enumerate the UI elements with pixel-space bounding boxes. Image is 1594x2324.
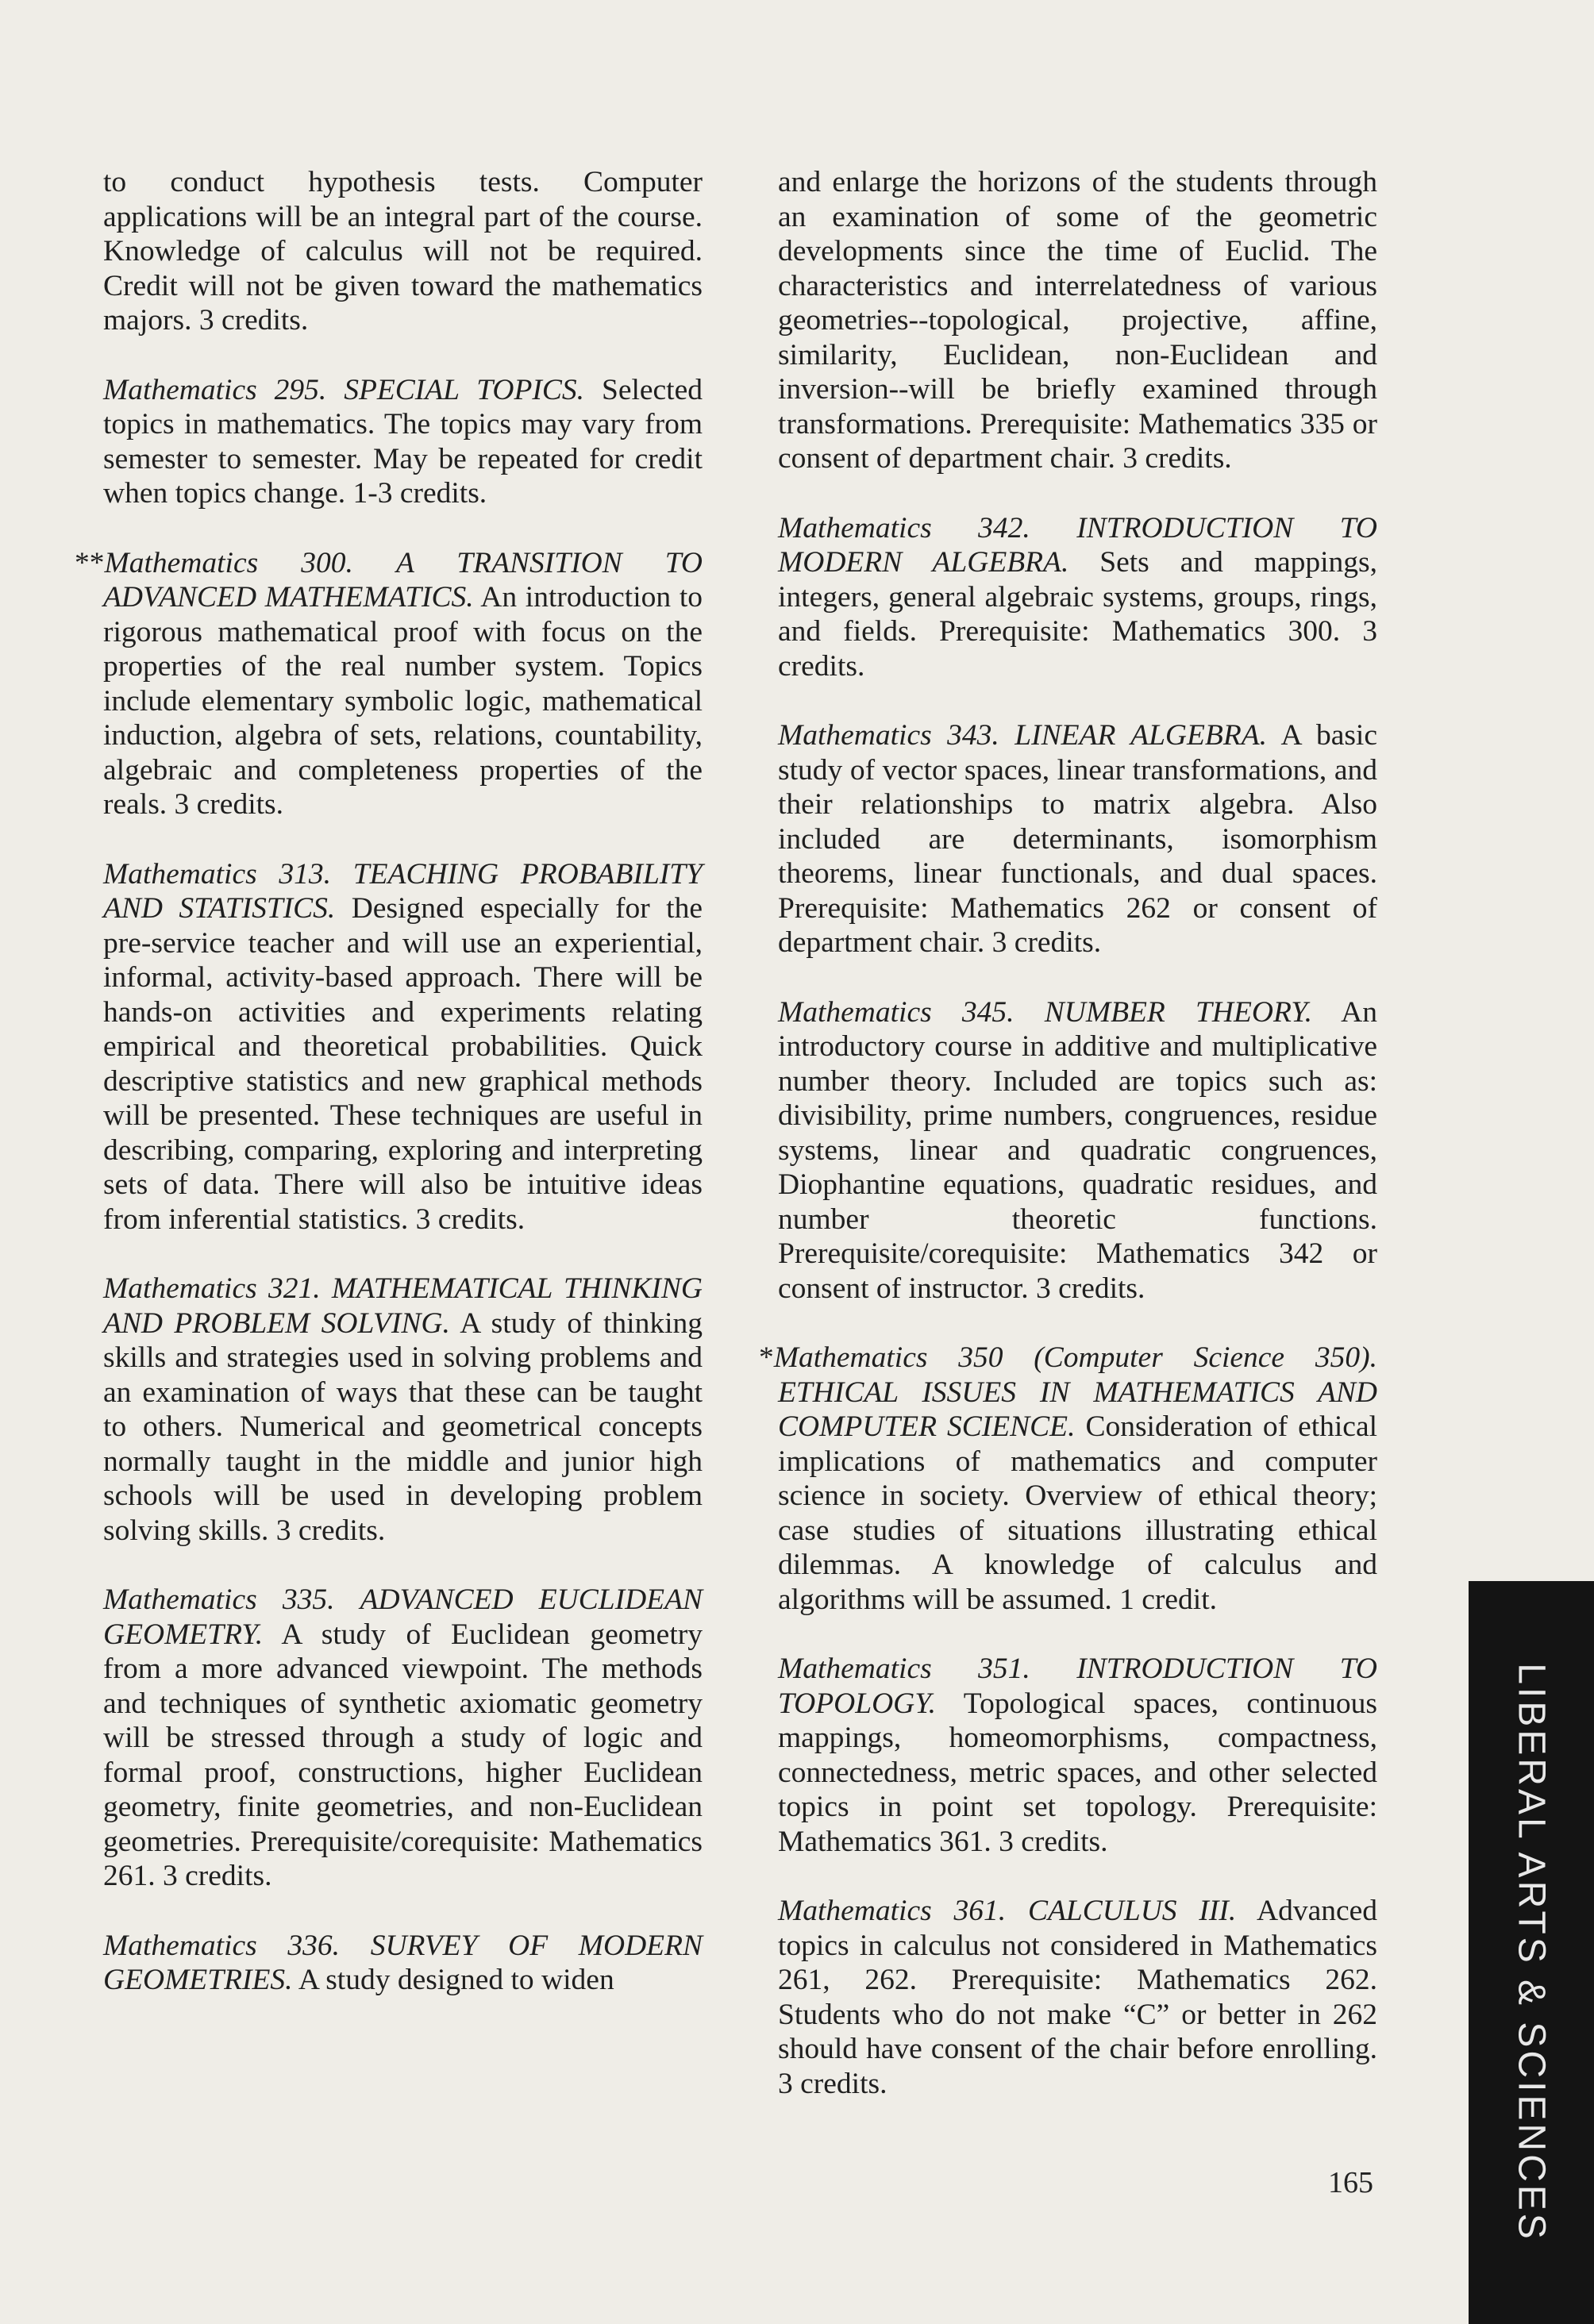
- right-column: [759, 165, 1378, 2136]
- course-title: SPECIAL TOPICS.: [344, 373, 585, 406]
- course-entry: [75, 546, 703, 822]
- course-title: ETHICAL ISSUES IN MATHEMATICS AND COMPUTER SCIENCE.: [778, 1376, 1377, 1443]
- course-mark: *: [759, 1341, 774, 1374]
- course-number: Mathematics 342.: [778, 511, 1030, 544]
- course-description: Topological spaces, continuous mappings, homeomorphisms, compactness, connectedness, metric spaces, and other selected topics in point set topology. Prerequisite: Mathematics 361. 3 credits.: [778, 1687, 1378, 1858]
- section-tab-label: LIBERAL ARTS & SCIENCES: [1510, 1663, 1553, 2242]
- course-description: Advanced topics in calculus not considered in Mathematics 261, 262. Prerequisite: Mathematics 262. Students who do not make “C” or better in 262 should have consent of the chair before enrolling. 3 credits.: [778, 1895, 1377, 2100]
- course-title: INTRODUCTION TO MODERN ALGEBRA.: [778, 511, 1377, 579]
- course-description: Selected topics in mathematics. The topics may vary from semester to semester. May be repeated for credit when topics change. 1-3 credits.: [103, 373, 703, 510]
- course-title: SURVEY OF MODERN GEOMETRIES.: [103, 1929, 703, 1996]
- course-number: Mathematics 321.: [103, 1272, 321, 1305]
- section-tab: [1469, 1581, 1594, 2324]
- course-title: NUMBER THEORY.: [1044, 995, 1312, 1029]
- course-number: Mathematics 300.: [104, 546, 353, 579]
- course-entry: [778, 511, 1377, 684]
- course-description: An introductory course in additive and multiplicative number theory. Included are topics such as: divisibility, prime numbers, congruences, residue systems, linear and quadratic congruences, Diophantine equations, quadratic residues, and number theoretic functions. Prerequisite/corequisite: Mathematics 342 or consent of instructor. 3 credits.: [778, 995, 1377, 1305]
- course-description: A study designed to widen: [298, 1964, 614, 1996]
- course-number: Mathematics 295.: [103, 373, 327, 406]
- course-entry: [778, 1894, 1377, 2101]
- left-column: [75, 165, 703, 2033]
- course-entry: [103, 1929, 703, 1998]
- course-number: Mathematics 345.: [778, 995, 1015, 1029]
- course-number: Mathematics 313.: [103, 857, 332, 891]
- course-description: A basic study of vector spaces, linear transformations, and their relationships to matrix algebra. Also included are determinants, isomorphism theorems, linear functionals, and dual spaces. Prerequisite: Mathematics 262 or consent of department chair. 3 credits.: [778, 719, 1377, 959]
- course-title: TEACHING PROBABILITY AND STATISTICS.: [103, 857, 703, 925]
- course-number: Mathematics 335.: [103, 1583, 335, 1616]
- course-description: A study of Euclidean geometry from a more advanced viewpoint. The methods and techniques of synthetic axiomatic geometry will be stressed through a study of logic and formal proof, constructions, higher Euclidean geometry, finite geometries, and non-Euclidean geometries. Prerequisite/corequisite: Mathematics 261. 3 credits.: [103, 1618, 703, 1892]
- course-entry: [778, 1652, 1377, 1859]
- course-entry: [103, 1583, 703, 1894]
- course-entry: [103, 1272, 703, 1548]
- course-entry: [778, 995, 1377, 1306]
- course-title: CALCULUS III.: [1028, 1895, 1237, 1927]
- course-title: A TRANSITION TO ADVANCED MATHEMATICS.: [103, 546, 703, 614]
- course-description: An introduction to rigorous mathematical proof with focus on the properties of the real number system. Topics include elementary symbolic logic, mathematical induction, algebra of sets, relations, countability, algebraic and completeness properties of the reals. 3 credits.: [103, 581, 703, 821]
- course-continuation: to conduct hypothesis tests. Computer applications will be an integral part of the course. Knowledge of calculus will not be required. Credit will not be given toward the mathematics majors. 3 credits.: [103, 166, 703, 337]
- course-description: Consideration of ethical implications of mathematics and computer science in society. Overview of ethical theory; case studies of situations illustrating ethical dilemmas. A knowledge of calculus and algorithms will be assumed. 1 credit.: [778, 1410, 1378, 1616]
- course-description: Designed especially for the pre-service teacher and will use an experiential, informal, activity-based approach. There will be hands-on activities and experiments relating empirical and theoretical probabilities. Quick descriptive statistics and new graphical methods will be presented. These techniques are useful in describing, comparing, exploring and interpreting sets of data. There will also be intuitive ideas from inferential statistics. 3 credits.: [103, 892, 703, 1236]
- course-entry: [103, 857, 703, 1237]
- course-title: MATHEMATICAL THINKING AND PROBLEM SOLVING.: [103, 1272, 703, 1340]
- course-number: Mathematics 361.: [778, 1895, 1007, 1927]
- course-entry: [103, 373, 703, 511]
- course-number: Mathematics 350 (Computer Science 350).: [773, 1341, 1377, 1374]
- course-mark: **: [75, 546, 105, 579]
- course-entry: [759, 1341, 1378, 1617]
- course-number: Mathematics 343.: [778, 719, 999, 752]
- course-title: LINEAR ALGEBRA.: [1015, 719, 1268, 752]
- course-description: A study of thinking skills and strategies used in solving problems and an examination of ways that these can be taught to others. Numerical and geometrical concepts normally taught in the middle and junior high schools will be used in developing problem solving skills. 3 credits.: [103, 1306, 703, 1547]
- page-number: 165: [1328, 2166, 1373, 2199]
- course-number: Mathematics 351.: [778, 1653, 1030, 1685]
- course-number: Mathematics 336.: [103, 1929, 341, 1962]
- course-title: INTRODUCTION TO TOPOLOGY.: [778, 1653, 1377, 1720]
- course-entry: [778, 718, 1377, 960]
- course-continuation: and enlarge the horizons of the students through an examination of some of the geometric developments since the time of Euclid. The characteristics and interrelatedness of various geometries--topological, projective, affine, similarity, Euclidean, non-Euclidean and inversion--will be briefly examined through transformations. Prerequisite: Mathematics 335 or consent of department chair. 3 credits.: [778, 166, 1377, 475]
- course-description: Sets and mappings, integers, general algebraic systems, groups, rings, and fields. Prerequisite: Mathematics 300. 3 credits.: [778, 546, 1377, 683]
- course-title: ADVANCED EUCLIDEAN GEOMETRY.: [103, 1583, 703, 1651]
